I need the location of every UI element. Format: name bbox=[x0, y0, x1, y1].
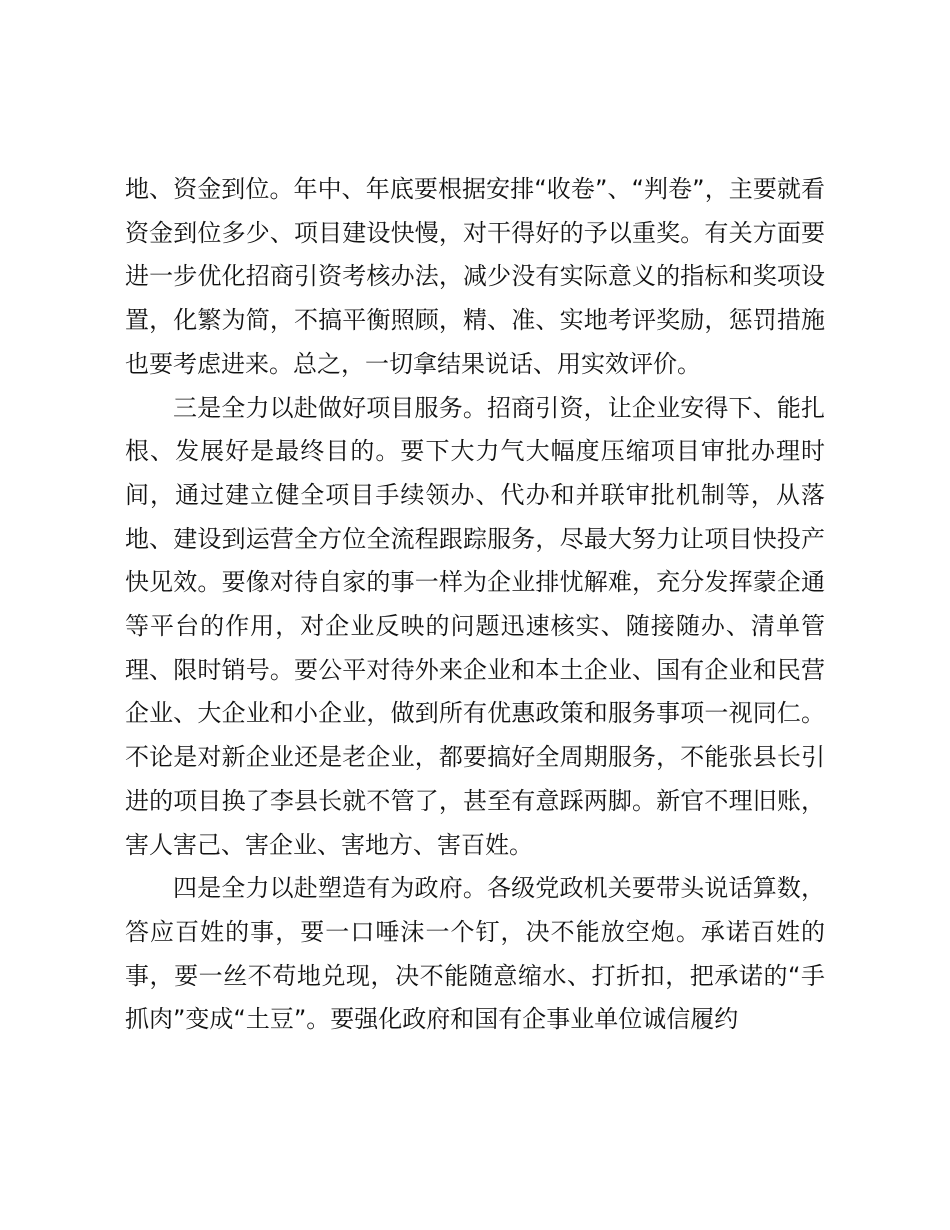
paragraph-3: 四是全力以赴塑造有为政府。各级党政机关要带头说话算数，答应百姓的事，要一口唾沫一个钉，决不能放空炮。承诺百姓的事，要一丝不苟地兑现，决不能随意缩水、打折扣，把承诺的“手抓肉”变成“土豆”。要强化政府和国有企事业单位诚信履约 bbox=[125, 874, 825, 1034]
paragraph-1: 地、资金到位。年中、年底要根据安排“收卷”、“判卷”，主要就看资金到位多少、项目建设快慢，对干得好的予以重奖。有关方面要进一步优化招商引资考核办法，减少没有实际意义的指标和奖项设置，化繁为简，不搞平衡照顾，精、准、实地考评奖励，惩罚措施也要考虑进来。总之，一切拿结果说话、用实效评价。 bbox=[125, 175, 825, 378]
paragraph-2: 三是全力以赴做好项目服务。招商引资，让企业安得下、能扎根、发展好是最终目的。要下大力气大幅度压缩项目审批办理时间，通过建立健全项目手续领办、代办和并联审批机制等，从落地、建设到运营全方位全流程跟踪服务，尽最大努力让项目快投产快见效。要像对待自家的事一样为企业排忧解难，充分发挥蒙企通等平台的作用，对企业反映的问题迅速核实、随接随办、清单管理、限时销号。要公平对待外来企业和本土企业、国有企业和民营企业、大企业和小企业，做到所有优惠政策和服务事项一视同仁。不论是对新企业还是老企业，都要搞好全周期服务，不能张县长引进的项目换了李县长就不管了，甚至有意踩两脚。新官不理旧账，害人害己、害企业、害地方、害百姓。 bbox=[125, 393, 825, 859]
document-body bbox=[125, 168, 825, 1042]
